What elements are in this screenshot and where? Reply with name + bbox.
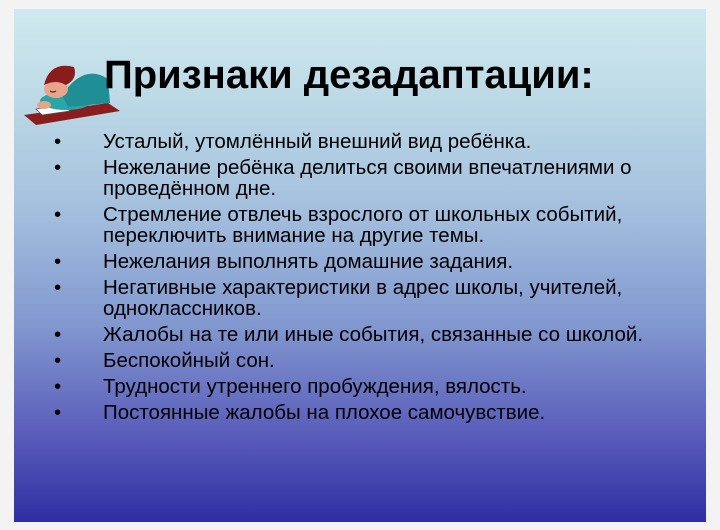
list-item-text: Постоянные жалобы на плохое самочувствие.: [103, 401, 546, 424]
list-item: [54, 350, 694, 371]
bullet-marker: •: [54, 250, 62, 273]
bullet-marker: •: [54, 130, 62, 153]
list-item: [54, 402, 694, 423]
bullet-marker: •: [54, 401, 62, 424]
bullet-marker: •: [54, 156, 62, 179]
slide-title: Признаки дезадаптации:: [104, 53, 594, 97]
list-item-text: Трудности утреннего пробуждения, вялость.: [103, 375, 527, 398]
bullet-list: [54, 131, 694, 428]
slide: [14, 9, 706, 522]
list-item-text: Негативные характеристики в адрес школы, учителей, одноклассников.: [103, 276, 623, 320]
list-item: [54, 204, 694, 246]
bullet-marker: •: [54, 349, 62, 372]
list-item-text: Беспокойный сон.: [103, 349, 275, 372]
bullet-marker: •: [54, 375, 62, 398]
list-item: [54, 251, 694, 272]
bullet-marker: •: [54, 276, 62, 299]
list-item: [54, 324, 694, 345]
bullet-marker: •: [54, 323, 62, 346]
list-item-text: Стремление отвлечь взрослого от школьных событий, переключить внимание на другие темы.: [103, 203, 623, 247]
list-item-text: Нежелания выполнять домашние задания.: [103, 250, 514, 273]
list-item: [54, 131, 694, 152]
bullet-marker: •: [54, 203, 62, 226]
list-item-text: Жалобы на те или иные события, связанные со школой.: [103, 323, 644, 346]
list-item: [54, 157, 694, 199]
list-item: [54, 376, 694, 397]
list-item-text: Усталый, утомлённый внешний вид ребёнка.: [103, 130, 532, 153]
list-item: [54, 277, 694, 319]
list-item-text: Нежелание ребёнка делиться своими впечатлениями о проведённом дне.: [103, 156, 632, 200]
